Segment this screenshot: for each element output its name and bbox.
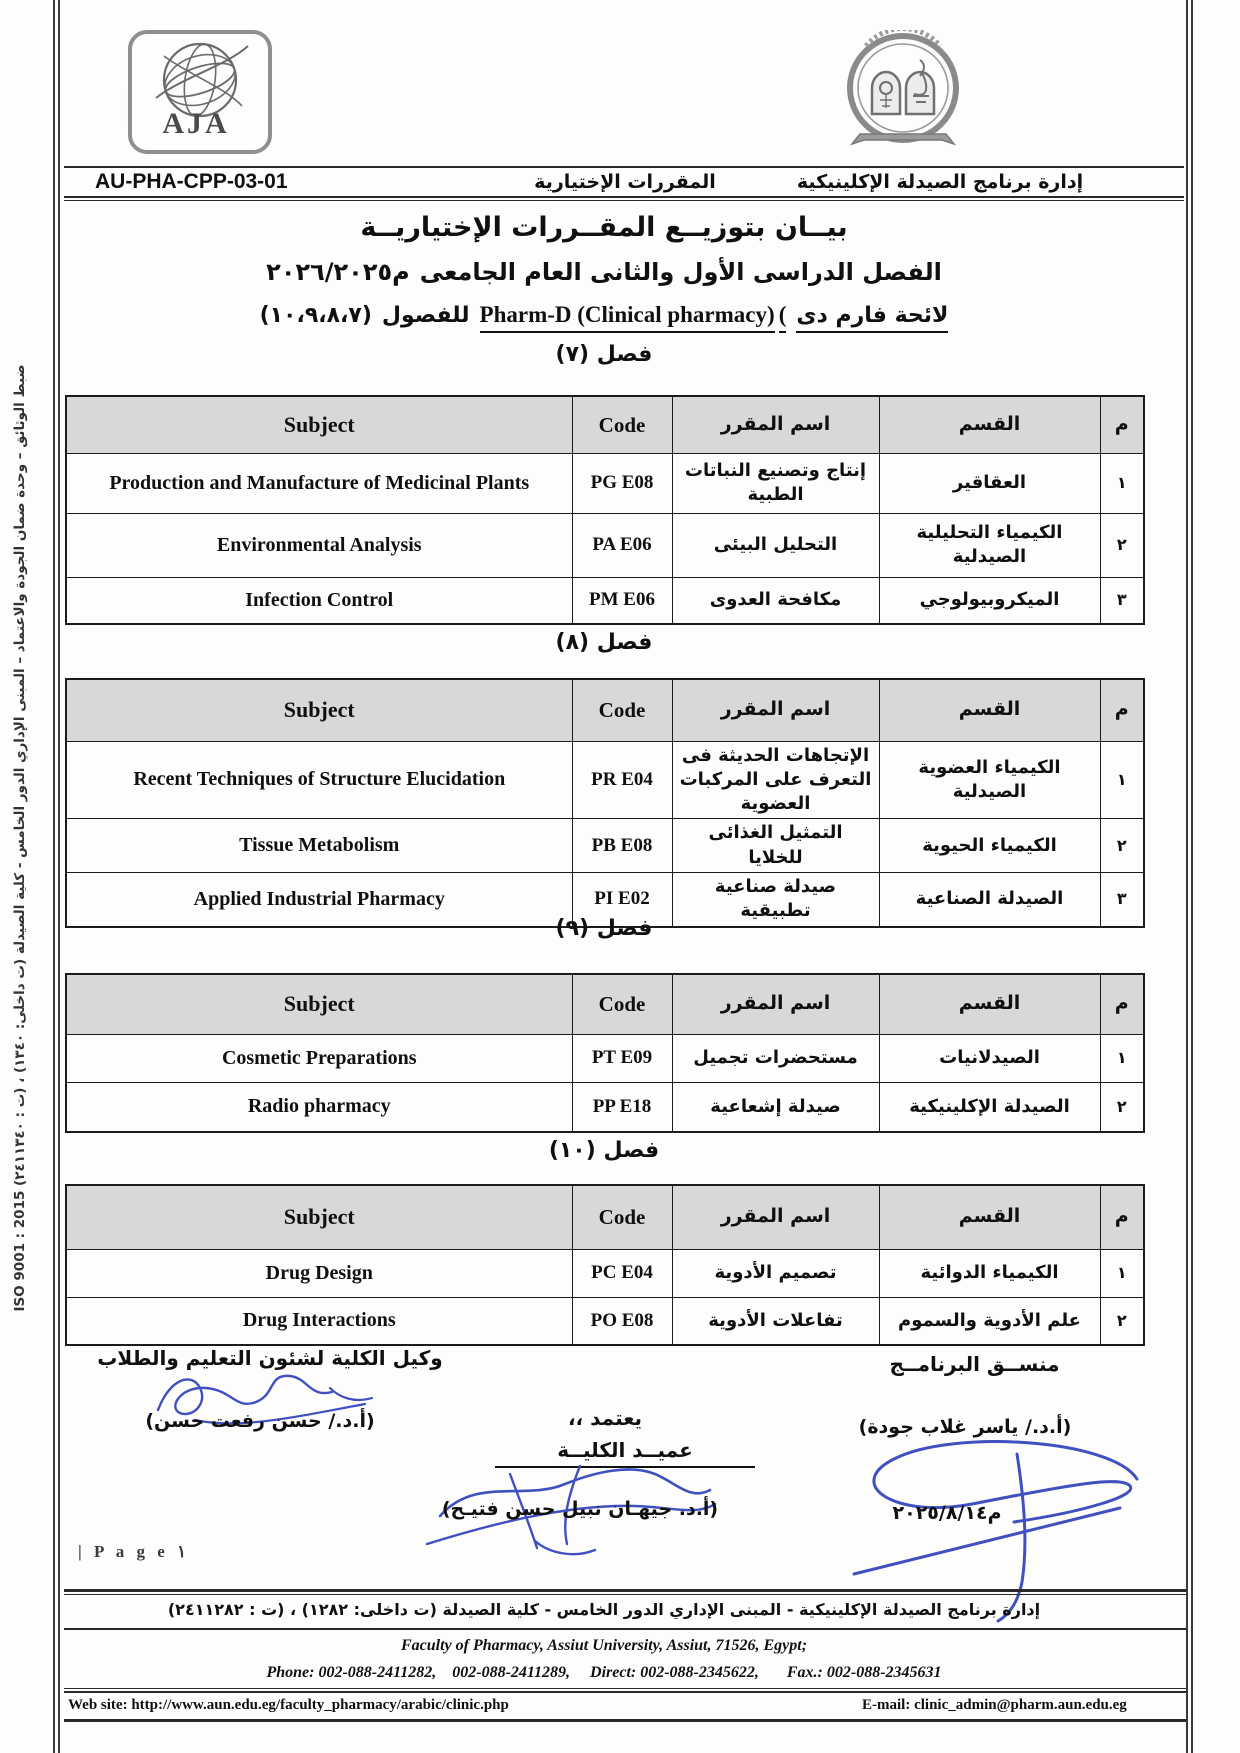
footer-email: E-mail: clinic_admin@pharm.aun.edu.eg: [862, 1697, 1127, 1713]
cell-subject: Tissue Metabolism: [66, 819, 572, 873]
col-header-course-name: اسم المقرر: [672, 974, 879, 1034]
chapter-10-table: [65, 1184, 1145, 1346]
cell-subject: Radio pharmacy: [66, 1082, 572, 1132]
cell-num: ١: [1100, 1249, 1144, 1297]
chapter-10-heading: فصل (١٠): [548, 1138, 660, 1163]
faculty-of-pharmacy-emblem: [842, 30, 964, 168]
cell-department: علم الأدوية والسموم: [879, 1297, 1100, 1345]
cell-subject: Environmental Analysis: [66, 513, 572, 577]
chapter-7-heading: فصل (٧): [555, 342, 653, 367]
cell-code: PB E08: [572, 819, 672, 873]
col-header-code: Code: [572, 1185, 672, 1249]
cell-department: الكيمياء التحليلية الصيدلية: [879, 513, 1100, 577]
chapter-9-heading: فصل (٩): [555, 916, 653, 941]
open-paren: (: [779, 302, 787, 333]
col-header-department: القسم: [879, 396, 1100, 453]
cell-code: PC E04: [572, 1249, 672, 1297]
cell-num: ٢: [1100, 819, 1144, 873]
page-border-right-outer: [1191, 0, 1193, 1753]
cell-num: ١: [1100, 453, 1144, 513]
vice-dean-name: (أ.د./ حسن رفعت حسن): [145, 1410, 375, 1432]
footer-rule-1: [64, 1589, 1186, 1592]
col-header-course-name: اسم المقرر: [672, 396, 879, 453]
footer-faculty-address: Faculty of Pharmacy, Assiut University, Assiut, 71526, Egypt;: [400, 1637, 808, 1654]
header-rule-bottom-2: [64, 200, 1184, 201]
cell-code: PP E18: [572, 1082, 672, 1132]
cell-code: PT E09: [572, 1034, 672, 1082]
table-row: [66, 1034, 1144, 1082]
table-row: [66, 1249, 1144, 1297]
table-row: [66, 513, 1144, 577]
col-header-code: Code: [572, 974, 672, 1034]
cell-department: الكيمياء الدوائية: [879, 1249, 1100, 1297]
col-header-num: م: [1100, 1185, 1144, 1249]
cell-subject: Infection Control: [66, 577, 572, 624]
table-row: [66, 1082, 1144, 1132]
col-header-subject: Subject: [66, 396, 572, 453]
aja-logo-text: AJA: [162, 107, 230, 140]
footer-rule-bottom: [64, 1719, 1186, 1722]
header-rule-top: [64, 166, 1184, 168]
header-right-title: إدارة برنامج الصيدلة الإكلينيكية: [796, 171, 1084, 193]
header-center-title: المقررات الإختيارية: [534, 171, 716, 193]
col-header-course-name: اسم المقرر: [672, 1185, 879, 1249]
cell-code: PR E04: [572, 741, 672, 819]
col-header-num: م: [1100, 679, 1144, 741]
col-header-subject: Subject: [66, 1185, 572, 1249]
cell-num: ١: [1100, 1034, 1144, 1082]
cell-num: ٢: [1100, 1082, 1144, 1132]
footer-phone-numbers: Phone: 002-088-2411282, 002-088-2411289, Direct: 002-088-2345622, Fax.: 002-088-2345631: [266, 1664, 942, 1681]
cell-department: الميكروبيولوجي: [879, 577, 1100, 624]
main-title: [65, 212, 1143, 243]
table-row: [66, 453, 1144, 513]
footer-arabic-address: إدارة برنامج الصيدلة الإكلينيكية - المبنى الإداري الدور الخامس - كلية الصيدلة (ت داخلى: ١٢٨٢) ، (ت : ٢٤١١٢٨٢): [167, 1600, 1041, 1619]
chapter-9-table: [65, 973, 1145, 1133]
vice-dean-title: وكيل الكلية لشئون التعليم والطلاب: [97, 1346, 443, 1370]
cell-course-name: التمثيل الغذائى للخلايا: [672, 819, 879, 873]
academic-year-text: الفصل الدراسى الأول والثانى العام الجامعى: [419, 258, 942, 286]
cell-subject: Applied Industrial Pharmacy: [66, 872, 572, 926]
chapters-list: (١٠،٩،٨،٧): [259, 303, 372, 328]
page-border-right-inner: [1186, 0, 1188, 1753]
col-header-department: القسم: [879, 974, 1100, 1034]
bylaw-text: لائحة فارم دى: [796, 303, 948, 333]
cell-subject: Drug Design: [66, 1249, 572, 1297]
footer-rule-2: [64, 1628, 1186, 1630]
footer-rule-3: [64, 1688, 1186, 1689]
col-header-subject: Subject: [66, 974, 572, 1034]
header-rule-bottom: [64, 196, 1184, 198]
chapter-8-heading: فصل (٨): [555, 630, 653, 655]
program-name-english: Pharm-D (Clinical pharmacy): [480, 302, 775, 333]
cell-subject: Cosmetic Preparations: [66, 1034, 572, 1082]
cell-subject: Drug Interactions: [66, 1297, 572, 1345]
col-header-department: القسم: [879, 1185, 1100, 1249]
cell-department: الكيمياء الحيوية: [879, 819, 1100, 873]
cell-course-name: التحليل البيئى: [672, 513, 879, 577]
footer-rule-3b: [64, 1691, 1186, 1693]
col-header-num: م: [1100, 396, 1144, 453]
cell-num: ٣: [1100, 577, 1144, 624]
footer-website: Web site: http://www.aun.edu.eg/faculty_pharmacy/arabic/clinic.php: [68, 1697, 509, 1713]
cell-code: PI E02: [572, 872, 672, 926]
academic-year-title: [65, 258, 1143, 286]
table-row: [66, 819, 1144, 873]
cell-subject: Production and Manufacture of Medicinal Plants: [66, 453, 572, 513]
col-header-course-name: اسم المقرر: [672, 679, 879, 741]
cell-code: PA E06: [572, 513, 672, 577]
cell-course-name: صيدلة إشعاعية: [672, 1082, 879, 1132]
approval-word: يعتمد ،،: [567, 1406, 643, 1430]
cell-department: الصيدلانيات: [879, 1034, 1100, 1082]
cell-department: العقاقير: [879, 453, 1100, 513]
main-title-text: بيــان بتوزيــع المقــررات الإختياريــة: [360, 212, 848, 243]
cell-code: PO E08: [572, 1297, 672, 1345]
page-border-left-outer: [53, 0, 55, 1753]
table-row: [66, 1297, 1144, 1345]
faculty-emblem-graphic: [842, 30, 964, 164]
academic-year-value: م٢٠٢٦/٢٠٢٥: [266, 258, 410, 286]
cell-code: PM E06: [572, 577, 672, 624]
table-row: [66, 741, 1144, 819]
col-header-code: Code: [572, 679, 672, 741]
table-header-row: [66, 396, 1144, 453]
cell-code: PG E08: [572, 453, 672, 513]
cell-num: ١: [1100, 741, 1144, 819]
table-header-row: [66, 974, 1144, 1034]
aja-logo-graphic: [126, 28, 274, 158]
aja-certification-logo: [126, 28, 274, 162]
cell-subject: Recent Techniques of Structure Elucidation: [66, 741, 572, 819]
cell-department: الصيدلة الصناعية: [879, 872, 1100, 926]
cell-course-name: مستحضرات تجميل: [672, 1034, 879, 1082]
cell-num: ٢: [1100, 1297, 1144, 1345]
cell-num: ٢: [1100, 513, 1144, 577]
cell-num: ٣: [1100, 872, 1144, 926]
page-number: | P a g e ١: [78, 1542, 187, 1561]
program-coordinator-title: منســق البرنامــج: [889, 1352, 1060, 1376]
program-title-line: [65, 302, 1143, 333]
footer-rule-1b: [64, 1594, 1186, 1595]
cell-department: الصيدلة الإكلينيكية: [879, 1082, 1100, 1132]
cell-course-name: صيدلة صناعية تطبيقية: [672, 872, 879, 926]
col-header-code: Code: [572, 396, 672, 453]
col-header-subject: Subject: [66, 679, 572, 741]
table-row: [66, 577, 1144, 624]
signature-date: م٢٠٢٥/٨/١٤: [892, 1502, 1002, 1524]
cell-course-name: الإتجاهات الحديثة فى التعرف على المركبات العضوية: [672, 741, 879, 819]
table-header-row: [66, 1185, 1144, 1249]
program-coordinator-name: (أ.د./ ياسر غلاب جودة): [858, 1416, 1072, 1438]
document-code: AU-PHA-CPP-03-01: [95, 170, 288, 193]
chapter-7-table: [65, 395, 1145, 625]
dean-title: عميــد الكليــة: [495, 1438, 755, 1468]
chapter-8-table: [65, 678, 1145, 928]
cell-course-name: تصميم الأدوية: [672, 1249, 879, 1297]
dean-name: (أ.د. جيهـان نبيل حسن فتيـح): [441, 1498, 719, 1520]
cell-course-name: مكافحة العدوى: [672, 577, 879, 624]
cell-course-name: إنتاج وتصنيع النباتات الطبية: [672, 453, 879, 513]
col-header-num: م: [1100, 974, 1144, 1034]
for-chapters-text: للفصول: [381, 303, 470, 328]
sidebar-quality-unit-text: ضبط الوثائق – وحدة ضمان الجودة والاعتماد – المبنى الإداري الدور الخامس - كلية الصيدلة (ت داخلى: ١٣٤٠) ، (ت : ٢٤١١٣٤٠) ISO 9001 : 2015: [12, 364, 28, 1312]
page-border-left-inner: [58, 0, 60, 1753]
cell-department: الكيمياء العضوية الصيدلية: [879, 741, 1100, 819]
table-header-row: [66, 679, 1144, 741]
cell-course-name: تفاعلات الأدوية: [672, 1297, 879, 1345]
col-header-department: القسم: [879, 679, 1100, 741]
